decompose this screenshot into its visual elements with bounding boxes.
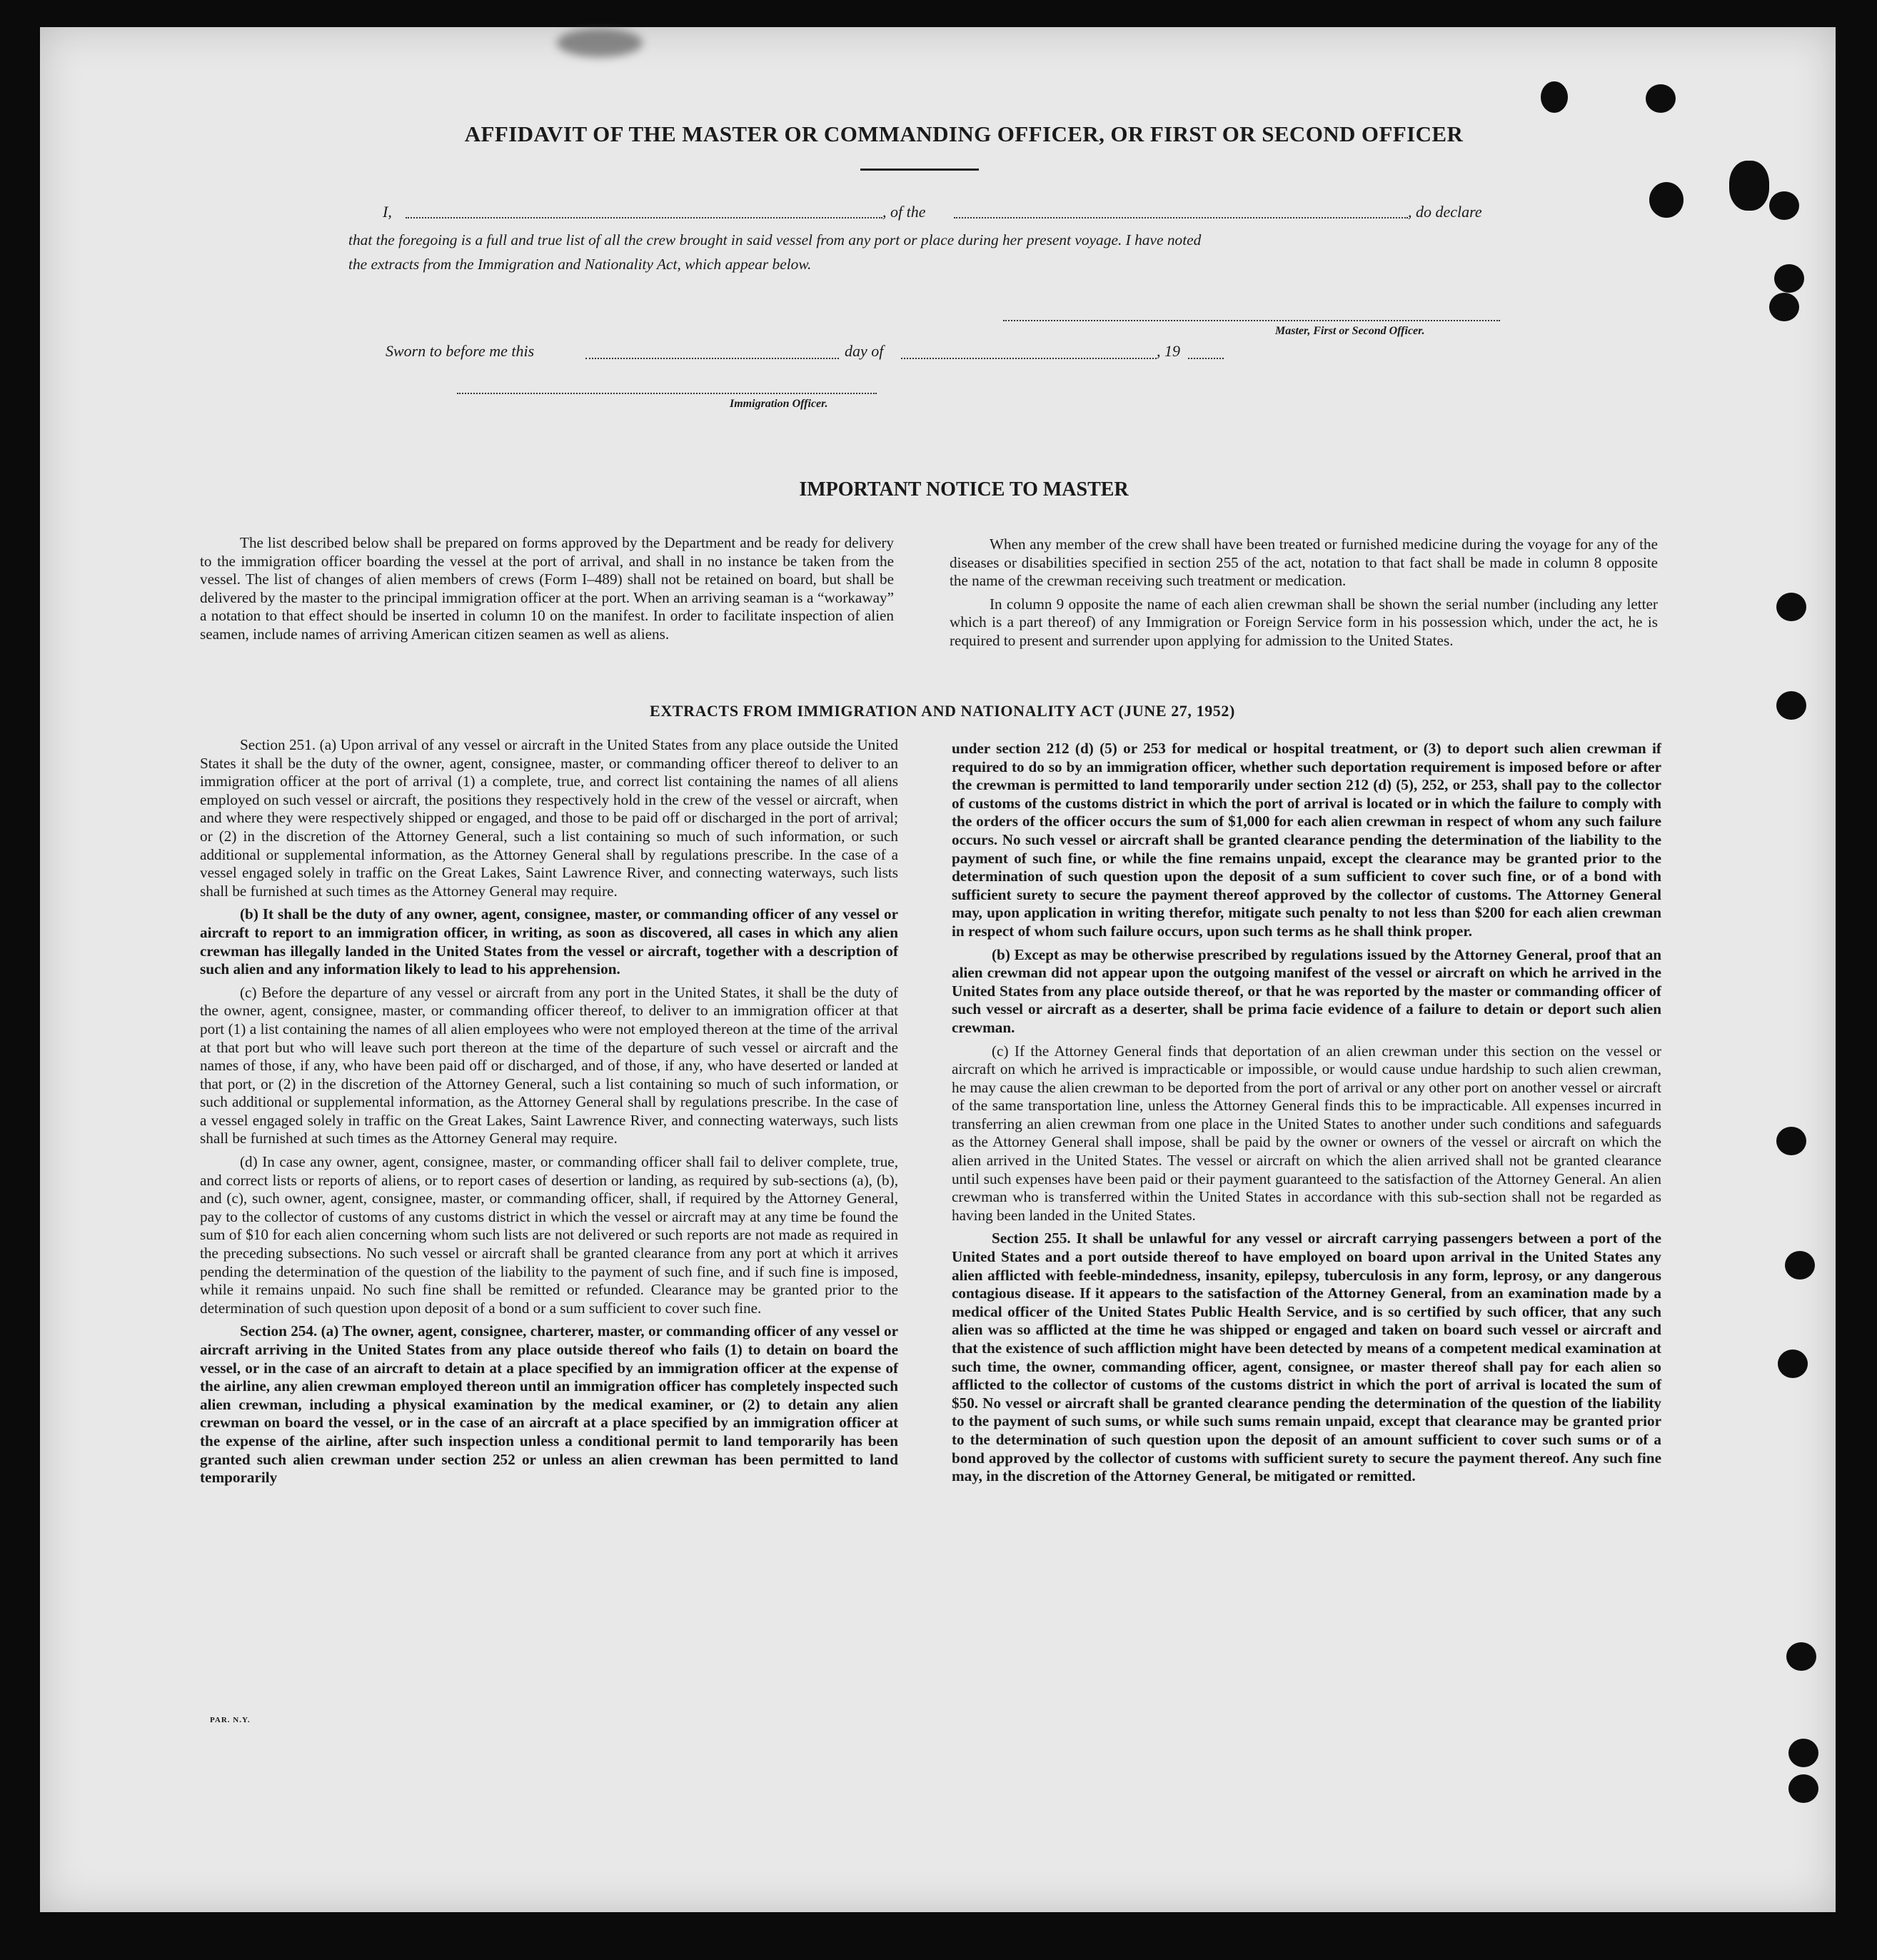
- name-field-line: [406, 217, 882, 218]
- notice-right-column: [950, 536, 1658, 655]
- master-signature-label: Master, First or Second Officer.: [1275, 325, 1425, 337]
- punch-hole: [1649, 182, 1684, 218]
- section-251-a: Section 251. (a) Upon arrival of any vessel or aircraft in the United States from any place outside the United States it shall be the duty of the owner, agent, consignee, master, or commanding officer thereof to deliver to an immigration officer at the port of arrival (1) a complete, true, and correct list containing the names of all aliens employed on such vessel or aircraft, the positions they respectively hold in the crew of the vessel or aircraft, when and where they were respectively shipped or engaged, and those to be paid off or discharged in the port of arrival; or (2) in the discretion of the Attorney General, such a list containing so much of such information, or such additional or supplemental information, as the Attorney General shall by regulations prescribe. In the case of a vessel engaged solely in traffic on the Great Lakes, Saint Lawrence River, and connecting waterways, such lists shall be furnished at such times as the Attorney General may require.: [200, 736, 898, 900]
- extracts-title: EXTRACTS FROM IMMIGRATION AND NATIONALITY ACT (JUNE 27, 1952): [650, 702, 1235, 720]
- punch-hole: [1785, 1251, 1815, 1280]
- punch-hole: [1788, 1739, 1818, 1767]
- section-254-c: (c) If the Attorney General finds that deportation of an alien crewman under this section on the vessel or aircraft on which he arrived is impracticable or impossible, or would cause undue hardship to such alien crewman, he may cause the alien crewman to be deported from the port of arrival or any other port on another vessel or aircraft of the same transportation line, unless the Attorney General finds this to be impracticable. All expenses incurred in transferring an alien crewman from one place in the United States to another under such conditions and safeguards as the Attorney General shall impose, shall be paid by the owner or owners of the vessel or aircraft on which the alien arrived in the United States. The vessel or aircraft on which the alien arrived shall not be granted clearance until such expenses have been paid or their payment guaranteed to the satisfaction of the Attorney General. An alien crewman who is transferred within the United States in accordance with this sub-section shall not be regarded as having been landed in the United States.: [952, 1042, 1661, 1224]
- extracts-left-column: [200, 736, 898, 1492]
- section-251-b: (b) It shall be the duty of any owner, agent, consignee, master, or commanding officer of any vessel or aircraft to report to an immigration officer, in writing, as soon as discovered, all cases in which any alien crewman has illegally landed in the United States from the vessel or aircraft, together with a description of such alien and any information likely to lead to his apprehension.: [200, 905, 898, 978]
- punch-hole: [1729, 161, 1769, 211]
- section-254-a-continued: under section 212 (d) (5) or 253 for medical or hospital treatment, or (3) to deport such alien crewman if required to do so by an immigration officer, whether such deportation requirement is imposed before or after the crewman is permitted to land temporarily under section 212 (d) (5), 252, or 253, shall pay to the collector of customs of the customs district in which the port of arrival is located or in which the failure to comply with the orders of the officer occurs the sum of $1,000 for each alien crewman in respect of whom any such failure occurs. No such vessel or aircraft shall be granted clearance pending the determination of the liability to the payment of such fine, or while the fine remains unpaid, except the clearance may be granted prior to the determination of such question upon the deposit of a sum sufficient to cover such fine, or of a bond with sufficient surety to secure the payment thereof approved by the collector of customs. The Attorney General may, upon application in writing therefor, mitigate such penalty to not less than $200 for each alien crewman in respect of whom such failure occurs, upon such terms as he shall think proper.: [952, 740, 1661, 940]
- section-254-b: (b) Except as may be otherwise prescribed by regulations issued by the Attorney General, proof that an alien crewman did not appear upon the outgoing manifest of the vessel or aircraft on which he arrived in the United States from any place outside thereof, or that he was reported by the master or commanding officer of such vessel or aircraft as a deserter, shall be prima facie evidence of a failure to detain or deport such alien crewman.: [952, 945, 1661, 1036]
- notice-right-paragraph-1: When any member of the crew shall have been treated or furnished medicine during the voyage for any of the diseases or disabilities specified in section 255 of the act, notation to that fact shall be made in column 8 opposite the name of the crewman receiving such treatment or medication.: [950, 536, 1658, 590]
- punch-hole: [1769, 293, 1799, 321]
- title-rule: [860, 169, 979, 171]
- punch-hole: [1769, 191, 1799, 220]
- do-declare-label: , do declare: [1408, 203, 1482, 221]
- stain: [557, 29, 643, 57]
- extracts-right-column: [952, 740, 1661, 1491]
- notice-right-paragraph-2: In column 9 opposite the name of each alien crewman shall be shown the serial number (including any letter which is a part thereof) of any Immigration or Foreign Service form in his possession which, under the act, he is required to present and surrender upon applying for admission to the United States.: [950, 595, 1658, 649]
- punch-hole: [1776, 691, 1806, 720]
- punch-hole: [1646, 84, 1676, 113]
- section-251-d: (d) In case any owner, agent, consignee, master, or commanding officer shall fail to deliver complete, true, and correct lists or reports of aliens, or to report cases of desertion or landing, as required by sub-sections (a), (b), and (c), such owner, agent, consignee, master, or commanding officer, shall, if required by the Attorney General, pay to the collector of customs of any customs district in which the vessel or aircraft may at any time be found the sum of $10 for each alien concerning whom such lists are not delivered or such reports are not made as required in the preceding subsections. No such vessel or aircraft shall be granted clearance from any port at which it arrives pending the determination of the question of the liability to the payment of such fine, and if such fine is imposed, while it remains unpaid. No such fine shall be remitted or refunded. Clearance may be granted prior to the determination of such question upon deposit of a bond or a sum sufficient to cover such fine.: [200, 1153, 898, 1317]
- day-of-label: day of: [845, 342, 884, 360]
- i-label: I,: [383, 203, 392, 221]
- section-251-c: (c) Before the departure of any vessel or aircraft from any port in the United States, it shall be the duty of the owner, agent, consignee, master, or commanding officer thereof, to deliver to an immigration officer at that port (1) a list containing the names of all alien employees who were not employed thereon at the time of the arrival at that port but who will leave such port thereon at the time of the departure of such vessel or aircraft and the names of those, if any, who have been paid off or discharged, and of those, if any, who have deserted or landed at that port, or (2) in the discretion of the Attorney General, such a list containing so much of such information, or such additional or supplemental information, as the Attorney General shall by regulations prescribe. In the case of a vessel engaged solely in traffic on the Great Lakes, Saint Lawrence River, and connecting waterways, such lists shall be furnished at such times as the Attorney General may require.: [200, 983, 898, 1147]
- notice-left-column: [200, 534, 894, 649]
- notice-title: IMPORTANT NOTICE TO MASTER: [799, 478, 1129, 501]
- year-field-line: [1188, 358, 1224, 359]
- punch-hole: [1788, 1774, 1818, 1803]
- punch-hole: [1774, 264, 1804, 293]
- master-signature-line: [1003, 320, 1500, 321]
- punch-hole: [1541, 81, 1568, 113]
- sworn-label: Sworn to before me this: [386, 342, 535, 360]
- section-254-a: Section 254. (a) The owner, agent, consignee, charterer, master, or commanding officer of any vessel or aircraft arriving in the United States from any place outside thereof who fails (1) to detain on board the vessel, or in the case of an aircraft to detain at a place specified by an immigration officer at the expense of the airline, any alien crewman employed thereon until an immigration officer has completely inspected such alien crewman, including a physical examination by the medical examiner, or (2) to detain any alien crewman on board the vessel, or in the case of an aircraft at a place specified by an immigration officer at the expense of the airline, after such inspection unless a conditional permit to land temporarily has been granted such alien crewman under section 252 or unless an alien crewman has been permitted to land temporarily: [200, 1322, 898, 1487]
- immigration-officer-signature-line: [457, 393, 877, 394]
- sworn-day-field-line: [585, 358, 839, 359]
- affidavit-statement-line-1: that the foregoing is a full and true list of all the crew brought in said vessel from any port or place during her present voyage. I have noted: [348, 231, 1202, 248]
- punch-hole: [1778, 1350, 1808, 1378]
- printer-mark: PAR. N.Y.: [210, 1716, 251, 1724]
- affidavit-title: AFFIDAVIT OF THE MASTER OR COMMANDING OFFICER, OR FIRST OR SECOND OFFICER: [464, 121, 1464, 146]
- notice-left-paragraph: The list described below shall be prepared on forms approved by the Department and be ready for delivery to the immigration officer boarding the vessel at the port of arrival, and shall in no instance be taken from the vessel. The list of changes of alien members of crews (Form I–489) shall not be retained on board, but shall be delivered by the master to the principal immigration officer at the port. When an arriving seaman is a “workaway” a notation to that effect should be inserted in column 10 on the manifest. In order to facilitate inspection of alien seamen, include names of arriving American citizen seamen as well as aliens.: [200, 534, 894, 643]
- affidavit-statement-line-2: the extracts from the Immigration and Nationality Act, which appear below.: [348, 256, 812, 273]
- immigration-officer-label: Immigration Officer.: [730, 398, 828, 410]
- of-the-label: , of the: [882, 203, 926, 221]
- section-255: Section 255. It shall be unlawful for any vessel or aircraft carrying passengers between a port of the United States and a port outside thereof to have employed on board upon arrival in the United States any alien afflicted with feeble-mindedness, insanity, epilepsy, tuberculosis in any form, leprosy, or any dangerous contagious disease. If it appears to the satisfaction of the Attorney General, from an examination made by a medical officer of the United States Public Health Service, and is so certified by such officer, that any such alien was so afflicted at the time he was shipped or engaged and taken on board such vessel or aircraft and that the existence of such affliction might have been detected by means of a competent medical examination at such time, the owner, commanding officer, agent, consignee, or master thereof shall pay for each alien so afflicted to the collector of customs of the customs district in which the port of arrival is located the sum of $50. No vessel or aircraft shall be granted clearance pending the determination of the question of the liability to the payment of such sums, or while such sums remain unpaid, except that clearance may be granted prior to the determination of such question upon the deposit of an amount sufficient to cover such sums or of a bond approved by the collector of customs with sufficient surety to secure the payment thereof. Any such fine may, in the discretion of the Attorney General, be mitigated or remitted.: [952, 1230, 1661, 1485]
- year-label: , 19: [1157, 342, 1180, 360]
- punch-hole: [1776, 1127, 1806, 1155]
- vessel-field-line: [954, 217, 1408, 218]
- punch-hole: [1776, 593, 1806, 621]
- sworn-month-field-line: [901, 358, 1157, 359]
- punch-hole: [1786, 1642, 1816, 1671]
